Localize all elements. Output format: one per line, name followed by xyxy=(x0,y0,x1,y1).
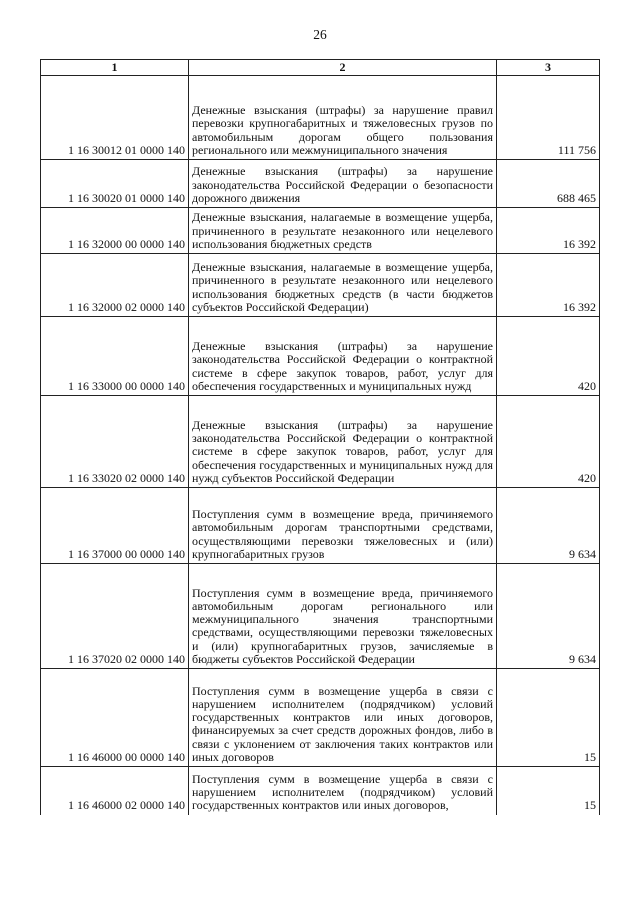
row-amount: 420 xyxy=(497,317,600,396)
row-amount: 9 634 xyxy=(497,564,600,669)
revenue-table xyxy=(40,59,600,815)
row-code: 1 16 32000 02 0000 140 xyxy=(41,254,189,317)
table-row xyxy=(41,208,600,254)
column-header-code: 1 xyxy=(41,60,189,76)
row-code: 1 16 46000 02 0000 140 xyxy=(41,767,189,815)
row-description: Поступления сумм в возмещение вреда, причиняемого автомобильным дорогам регионального или межмуниципального значения транспортными средствами, осуществляющими перевозки тяжеловесных и (или) крупногабаритных грузов, зачисляемые в бюджеты субъектов Российской Федерации xyxy=(189,564,497,669)
row-code: 1 16 33000 00 0000 140 xyxy=(41,317,189,396)
row-description: Поступления сумм в возмещение ущерба в связи с нарушением исполнителем (подрядчиком) условий государственных контрактов или иных договоров, финансируемых за счет средств дорожных фондов, либо в связи с уклонением от заключения таких контрактов или иных договоров xyxy=(189,669,497,767)
row-code: 1 16 32000 00 0000 140 xyxy=(41,208,189,254)
row-code: 1 16 33020 02 0000 140 xyxy=(41,396,189,488)
row-amount: 9 634 xyxy=(497,488,600,564)
row-description: Поступления сумм в возмещение ущерба в связи с нарушением исполнителем (подрядчиком) условий государственных контрактов или иных договоров, xyxy=(189,767,497,815)
table-row xyxy=(41,396,600,488)
table-row xyxy=(41,160,600,208)
table-row xyxy=(41,564,600,669)
table-row xyxy=(41,488,600,564)
row-description: Поступления сумм в возмещение вреда, причиняемого автомобильным дорогам транспортными средствами, осуществляющими перевозки тяжеловесных и (или) крупногабаритных грузов xyxy=(189,488,497,564)
table-row xyxy=(41,76,600,160)
row-description: Денежные взыскания, налагаемые в возмещение ущерба, причиненного в результате незаконного или нецелевого использования бюджетных средств xyxy=(189,208,497,254)
row-amount: 16 392 xyxy=(497,208,600,254)
row-description: Денежные взыскания (штрафы) за нарушение законодательства Российской Федерации о контрактной системе в сфере закупок товаров, работ, услуг для обеспечения государственных и муниципальных нужд для нужд субъектов Российской Федерации xyxy=(189,396,497,488)
row-amount: 111 756 xyxy=(497,76,600,160)
column-header-amount: 3 xyxy=(497,60,600,76)
row-description: Денежные взыскания, налагаемые в возмещение ущерба, причиненного в результате незаконного или нецелевого использования бюджетных средств (в части бюджетов субъектов Российской Федерации) xyxy=(189,254,497,317)
table-row xyxy=(41,254,600,317)
row-code: 1 16 37000 00 0000 140 xyxy=(41,488,189,564)
row-code: 1 16 30012 01 0000 140 xyxy=(41,76,189,160)
row-code: 1 16 46000 00 0000 140 xyxy=(41,669,189,767)
row-amount: 420 xyxy=(497,396,600,488)
row-description: Денежные взыскания (штрафы) за нарушение законодательства Российской Федерации о контрактной системе в сфере закупок товаров, работ, услуг для обеспечения государственных и муниципальных нужд xyxy=(189,317,497,396)
row-amount: 16 392 xyxy=(497,254,600,317)
row-code: 1 16 37020 02 0000 140 xyxy=(41,564,189,669)
column-header-description: 2 xyxy=(189,60,497,76)
table-row xyxy=(41,669,600,767)
row-description: Денежные взыскания (штрафы) за нарушение правил перевозки крупногабаритных и тяжеловесных грузов по автомобильным дорогам общего пользования регионального или межмуниципального значения xyxy=(189,76,497,160)
table-row xyxy=(41,767,600,815)
row-description: Денежные взыскания (штрафы) за нарушение законодательства Российской Федерации о безопасности дорожного движения xyxy=(189,160,497,208)
page-number: 26 xyxy=(313,27,327,42)
row-amount: 15 xyxy=(497,767,600,815)
row-code: 1 16 30020 01 0000 140 xyxy=(41,160,189,208)
table-header-row xyxy=(41,60,600,76)
row-amount: 15 xyxy=(497,669,600,767)
row-amount: 688 465 xyxy=(497,160,600,208)
table-row xyxy=(41,317,600,396)
